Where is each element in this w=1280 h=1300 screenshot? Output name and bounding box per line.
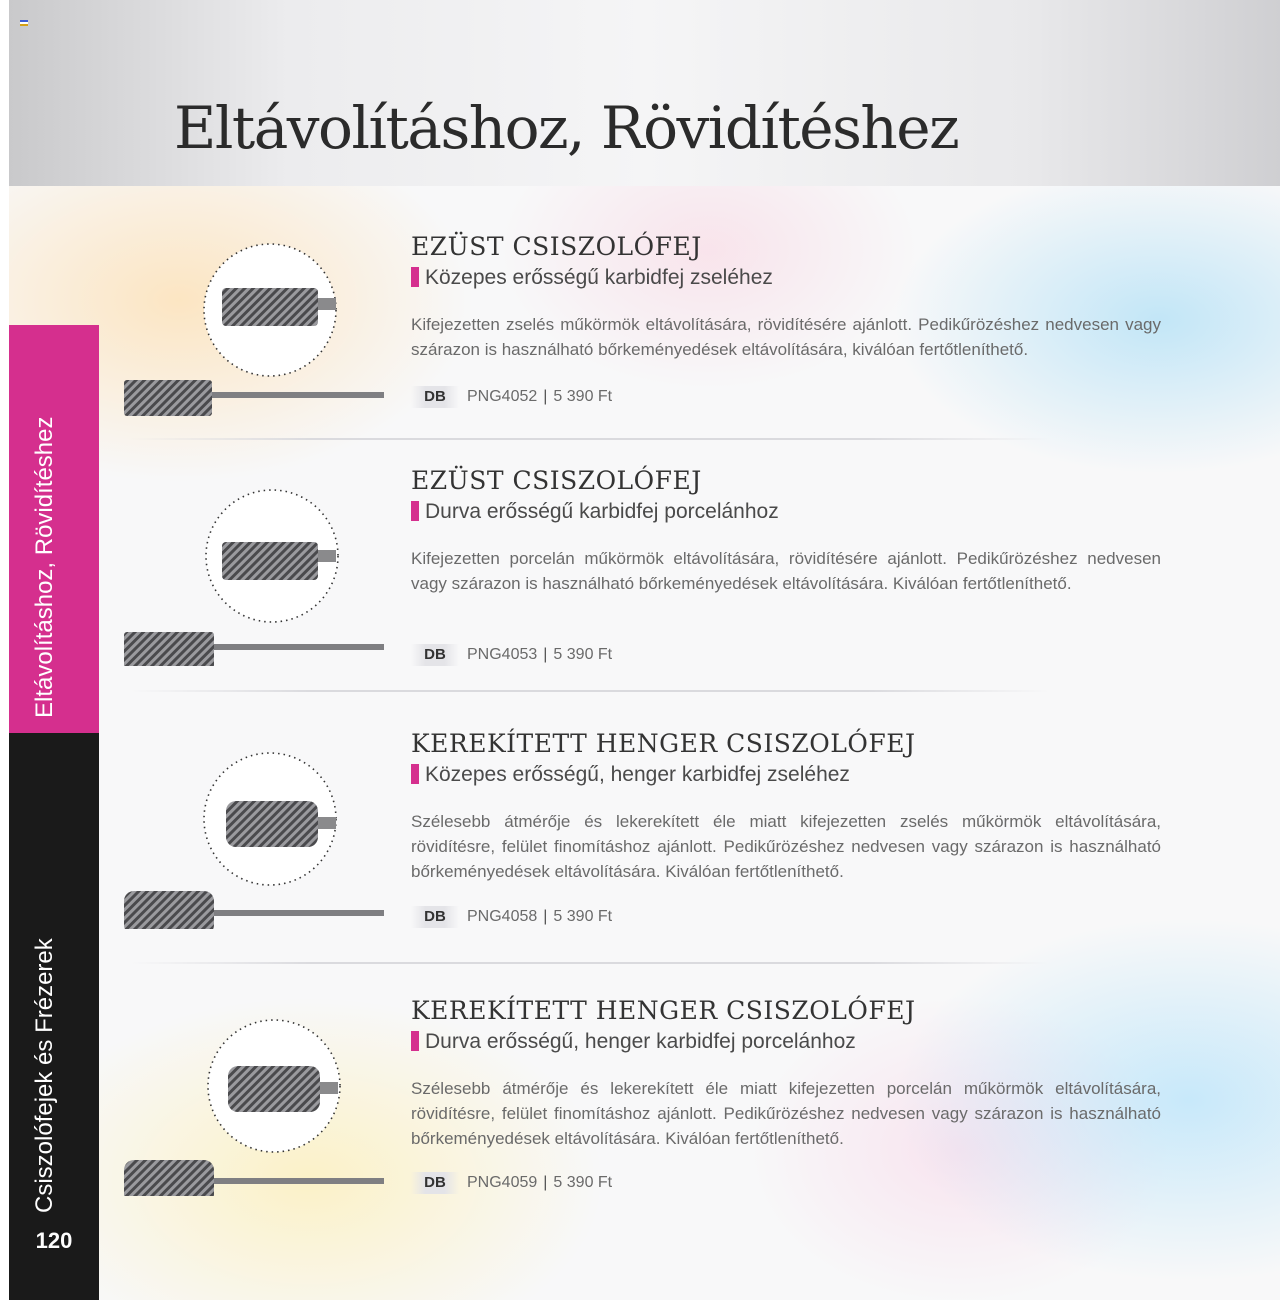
product-price: 5 390 Ft [553, 646, 613, 663]
product-code: PNG4053 [467, 646, 538, 663]
language-flag-icon [20, 20, 28, 26]
rounded-cylinder-bur-image [108, 729, 408, 929]
divider [130, 962, 1050, 964]
unit-badge: DB [411, 644, 459, 666]
unit-badge: DB [411, 386, 459, 408]
product-subtitle: Durva erősségű, henger karbidfej porcelánhoz [411, 1030, 856, 1054]
product-subtitle: Közepes erősségű karbidfej zseléhez [411, 266, 773, 290]
product-description: Kifejezetten porcelán műkörmök eltávolítására, rövidítésére ajánlott. Pedikűrözéshez nedvesen vagy szárazon is használható bőrkeményedések eltávolítására. Kiválóan fertőtleníthető. [411, 549, 1161, 593]
section-label: Eltávolításhoz, Rövidítéshez [31, 416, 58, 718]
product-price: 5 390 Ft [553, 908, 613, 925]
page-title: Eltávolításhoz, Rövidítéshez [174, 94, 959, 162]
unit-badge: DB [411, 1172, 459, 1194]
product-name: EZÜST CSISZOLÓFEJ [411, 232, 702, 261]
rounded-cylinder-bur-image [108, 996, 408, 1196]
straight-bur-image [108, 466, 408, 666]
product-code-row: DB PNG4058 | 5 390 Ft [411, 906, 612, 928]
product-code: PNG4058 [467, 908, 538, 925]
page-number: 120 [35, 1228, 73, 1253]
product-price: 5 390 Ft [553, 1174, 613, 1191]
divider [130, 690, 1050, 692]
product-name: KEREKÍTETT HENGER CSISZOLÓFEJ [411, 729, 916, 758]
unit-badge: DB [411, 906, 459, 928]
straight-bur-image [108, 232, 408, 432]
product-description: Kifejezetten zselés műkörmök eltávolítására, rövidítésére ajánlott. Pedikűrözéshez nedvesen vagy szárazon is használható bőrkeményedések eltávolítására, kiválóan fertőtleníthető. [411, 315, 1161, 359]
product-name: KEREKÍTETT HENGER CSISZOLÓFEJ [411, 996, 916, 1025]
product-code-row: DB PNG4059 | 5 390 Ft [411, 1172, 612, 1194]
product-code-row: DB PNG4053 | 5 390 Ft [411, 644, 612, 666]
product-code: PNG4059 [467, 1174, 538, 1191]
product-code: PNG4052 [467, 388, 538, 405]
product-subtitle: Durva erősségű karbidfej porcelánhoz [411, 500, 779, 524]
category-label: Csiszolófejek és Frézerek [31, 938, 58, 1213]
product-name: EZÜST CSISZOLÓFEJ [411, 466, 702, 495]
product-description: Szélesebb átmérője és lekerekített éle miatt kifejezetten porcelán műkörmök eltávolítására, rövidítésre, felület finomításhoz ajánlott. Pedikűrözéshez nedvesen vagy szárazon is használható bőrkeményedések eltávolítására. Kiválóan fertőtleníthető. [411, 1079, 1161, 1148]
product-code-row: DB PNG4052 | 5 390 Ft [411, 386, 612, 408]
product-description: Szélesebb átmérője és lekerekített éle miatt kifejezetten zselés műkörmök eltávolítására, rövidítésre, felület finomításhoz ajánlott. Pedikűrözéshez nedvesen vagy szárazon is használható bőrkeményedések eltávolítására. Kiválóan fertőtleníthető. [411, 812, 1161, 881]
product-price: 5 390 Ft [553, 388, 613, 405]
divider [130, 438, 1050, 440]
product-subtitle: Közepes erősségű, henger karbidfej zseléhez [411, 763, 850, 787]
